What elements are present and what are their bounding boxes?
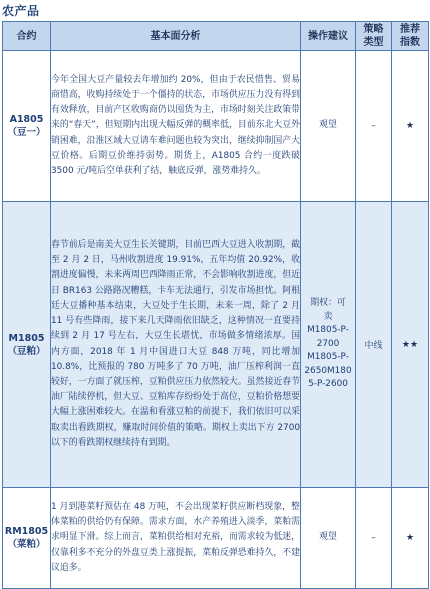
contract-name: （菜粕） xyxy=(7,539,46,550)
header-rating: 推荐指数 xyxy=(392,22,429,51)
strategy-type-cell: 中线 xyxy=(356,202,392,488)
contract-cell xyxy=(3,488,51,589)
contract-code: A1805 xyxy=(9,114,44,125)
table-row xyxy=(3,202,429,488)
analysis-text: 今年全国大豆产量较去年增加约 20%，但由于农民惜售、贸易商惜高，收购持续处于一个僵持的状态，市场供应压力没有得到有效释放，目前产区收购商仍以囤货为主，市场时刻关注政策带来的“春天”，但短期内出现大幅反弹的概率低，目前东北大豆外销困难，沿淮区域大豆请车难问题也较为突出，继续抑制国产大豆价格。后期豆价维持弱势。期货上，A1805 合约一度跌破 3500 元/吨后空单获利了结，触底反弹，涨势难持久。 xyxy=(51,51,301,202)
contract-cell xyxy=(3,51,51,202)
strategy-table xyxy=(2,21,429,589)
advice-line: 2650M180 xyxy=(304,365,352,376)
header-strategy-type: 策略类型 xyxy=(356,22,392,51)
advice-line: M1805-P- xyxy=(307,325,349,336)
advice-line: 卖 xyxy=(323,311,333,322)
advice-cell xyxy=(301,202,356,488)
table-header-row xyxy=(3,22,429,51)
table-row xyxy=(3,488,429,589)
strategy-type-cell: – xyxy=(356,51,392,202)
contract-cell xyxy=(3,202,51,488)
header-advice: 操作建议 xyxy=(301,22,356,51)
strategy-type-cell: – xyxy=(356,488,392,589)
header-analysis: 基本面分析 xyxy=(51,22,301,51)
advice-line: 2700 xyxy=(316,338,340,349)
analysis-text: 1 月到港菜籽预估在 48 万吨，不会出现菜籽供应断档现象，整体菜粕的供给仍有保障。需求方面，水产养殖进入淡季，菜粕需求明显下滑。综上而言，菜粕供给相对充裕，而需求较为低迷，仅靠利多不充分的外盘豆类上涨提振，菜粕反弹恐难持久，不建议追多。 xyxy=(51,488,301,589)
analysis-text: 春节前后是南美大豆生长关键期，目前巴西大豆进入收割期，截至 2 月 2 日，马州收割进度 19.91%，五年均值 20.92%，收割进度偏慢，未来两周巴西降雨正常，不会影响收割进度，但近日 BR163 公路路况糟糕，卡车无法通行，引发市场担忧。阿根廷大豆播种基本结束，大豆处于生长期，未来一周，除了 2 月 11 号有些降雨，接下来几天降雨依旧缺乏，这种情况一直要持续到 2 月 17 号左右，大豆生长堪忧，市场做多情绪浓厚。国内方面，2018 年 1 月中国进口大豆 848 万吨，同比增加 10.8%，比预报的 780 万吨多了 70 万吨，油厂压榨利润一直较好，一方面了就压榨，豆粕供应压力依然较大。虽然接近春节油厂陆续停机，但大豆、豆粕库存纷纷处于高位，豆粕价格想要大幅上涨困难较大。在温和看涨豆粕的前提下，我们依旧可以采取卖出看跌期权，赚取时间价值的策略。期权上卖出下方 2700 以下的看跌期权继续持有到期。 xyxy=(51,202,301,488)
section-title: 农产品 xyxy=(2,4,40,18)
contract-name: （豆粕） xyxy=(7,345,46,357)
contract-code: M1805 xyxy=(8,332,45,344)
rating-stars: ★ xyxy=(392,51,429,202)
advice-line: 5-P-2600 xyxy=(308,379,348,390)
header-contract: 合约 xyxy=(3,22,51,51)
advice-line: M1805-P- xyxy=(307,352,349,363)
contract-code: RM1805 xyxy=(4,526,49,537)
advice-cell: 观望 xyxy=(301,488,356,589)
rating-stars: ★★ xyxy=(392,202,429,488)
rating-stars: ★ xyxy=(392,488,429,589)
advice-line: 期权：可 xyxy=(310,298,346,309)
advice-cell: 观望 xyxy=(301,51,356,202)
table-row xyxy=(3,51,429,202)
contract-name: （豆一） xyxy=(7,127,46,138)
